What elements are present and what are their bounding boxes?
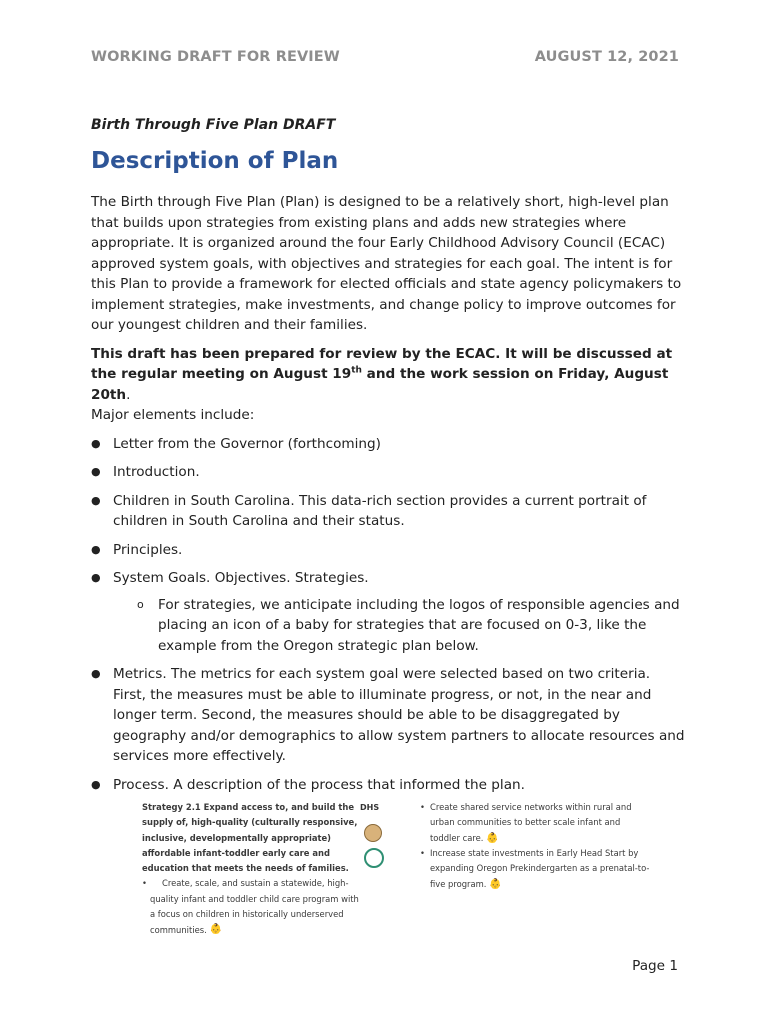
header-left: WORKING DRAFT FOR REVIEW <box>91 49 340 65</box>
figure-right-bullet-text: Increase state investments in Early Head Start by expanding Oregon Prekindergarten as a prenatal-to-five program. <box>430 848 650 889</box>
figure-left-bullet-text: Create, scale, and sustain a statewide, high-quality infant and toddler child care program with a focus on children in historically underserved communities. <box>150 878 359 935</box>
bullet-dot-icon: ● <box>91 465 101 478</box>
list-item <box>91 434 685 455</box>
major-elements-list <box>91 434 685 796</box>
list-item-text: Process. A description of the process that informed the plan. <box>113 776 525 793</box>
oregon-plan-example-figure <box>138 798 648 941</box>
bullet-dot-icon: ● <box>91 667 101 680</box>
figure-right-column <box>420 800 650 892</box>
review-note-part2: and the work session on Friday, August 20th <box>91 366 669 403</box>
baby-icon: 👶 <box>209 924 222 936</box>
list-item <box>91 491 685 532</box>
intro-paragraph: The Birth through Five Plan (Plan) is designed to be a relatively short, high-level plan that builds upon strategies from existing plans and adds new strategies where appropriate. It is organized around the four Early Childhood Advisory Council (ECAC) approved system goals, with objectives and strategies for each goal. The intent is for this Plan to provide a framework for elected officials and state agency policymakers to implement strategies, make investments, and change policy to improve outcomes for our youngest children and their families. <box>91 194 682 333</box>
dhs-logo-icon <box>360 800 390 822</box>
figure-bullet-dot-icon: • <box>420 848 425 859</box>
review-note <box>91 344 685 406</box>
baby-icon: 👶 <box>489 878 502 890</box>
figure-bullet-dot-icon: • <box>142 878 147 889</box>
header-right: AUGUST 12, 2021 <box>534 49 679 65</box>
figure-right-bullet <box>420 846 650 892</box>
sub-bullet-icon: o <box>137 597 144 611</box>
list-item <box>91 775 685 796</box>
figure-strategy-column <box>142 800 362 938</box>
list-item <box>91 540 685 561</box>
list-item-text: Children in South Carolina. This data-rich section provides a current portrait of children in South Carolina and their status. <box>113 492 647 529</box>
bullet-dot-icon: ● <box>91 542 101 556</box>
list-item-text: Letter from the Governor (forthcoming) <box>113 435 381 452</box>
figure-bullet-dot-icon: • <box>420 802 425 812</box>
review-note-end: . <box>126 386 131 403</box>
figure-left-bullet <box>142 876 362 937</box>
sub-list-item <box>113 595 685 657</box>
review-note-sup: th <box>351 365 362 376</box>
doc-subtitle: Birth Through Five Plan DRAFT <box>91 117 336 133</box>
review-note-part1: This draft has been prepared for review by the ECAC. It will be discussed at the regular meeting on August 19 <box>91 345 673 382</box>
bullet-dot-icon: ● <box>91 493 101 507</box>
sub-list-item-text: For strategies, we anticipate including the logos of responsible agencies and placing an icon of a baby for strategies that are focused on 0-3, like the example from the Oregon strategic plan below. <box>158 596 680 654</box>
list-item <box>91 664 685 767</box>
list-item-text: System Goals. Objectives. Strategies. <box>113 570 369 586</box>
bullet-dot-icon: ● <box>91 436 101 450</box>
list-item-text: Metrics. The metrics for each system goal were selected based on two criteria. First, the measures must be able to illuminate progress, or not, in the near and longer term. Second, the measures should be able to be disaggregated by geography and/or demographics to allow system partners to allocate resources and services more effectively. <box>113 666 685 764</box>
list-item <box>91 462 685 483</box>
list-item <box>91 568 685 656</box>
baby-icon: 👶 <box>486 832 499 844</box>
bullet-dot-icon: ● <box>91 777 101 791</box>
sub-list <box>113 595 685 657</box>
page-title: Description of Plan <box>91 148 339 174</box>
state-seal-logo-icon <box>364 824 382 842</box>
list-item-text: Introduction. <box>113 464 200 480</box>
agency-seal-logo-icon <box>364 848 384 868</box>
dhs-logo-text: DHS <box>360 803 380 812</box>
bullet-dot-icon: ● <box>91 571 101 584</box>
figure-right-bullet <box>420 800 650 846</box>
major-elements-label: Major elements include: <box>91 407 255 423</box>
page-number: Page 1 <box>632 958 678 974</box>
list-item-text: Principles. <box>113 541 183 558</box>
figure-right-bullet-text: Create shared service networks within rural and urban communities to better scale infant and toddler care. <box>430 802 632 843</box>
figure-strategy-text: Strategy 2.1 Expand access to, and build the supply of, high-quality (culturally responsive, inclusive, developmentally appropriate) affordable infant-toddler early care and education that meets the needs of families. <box>142 802 358 874</box>
main-content <box>91 192 685 795</box>
